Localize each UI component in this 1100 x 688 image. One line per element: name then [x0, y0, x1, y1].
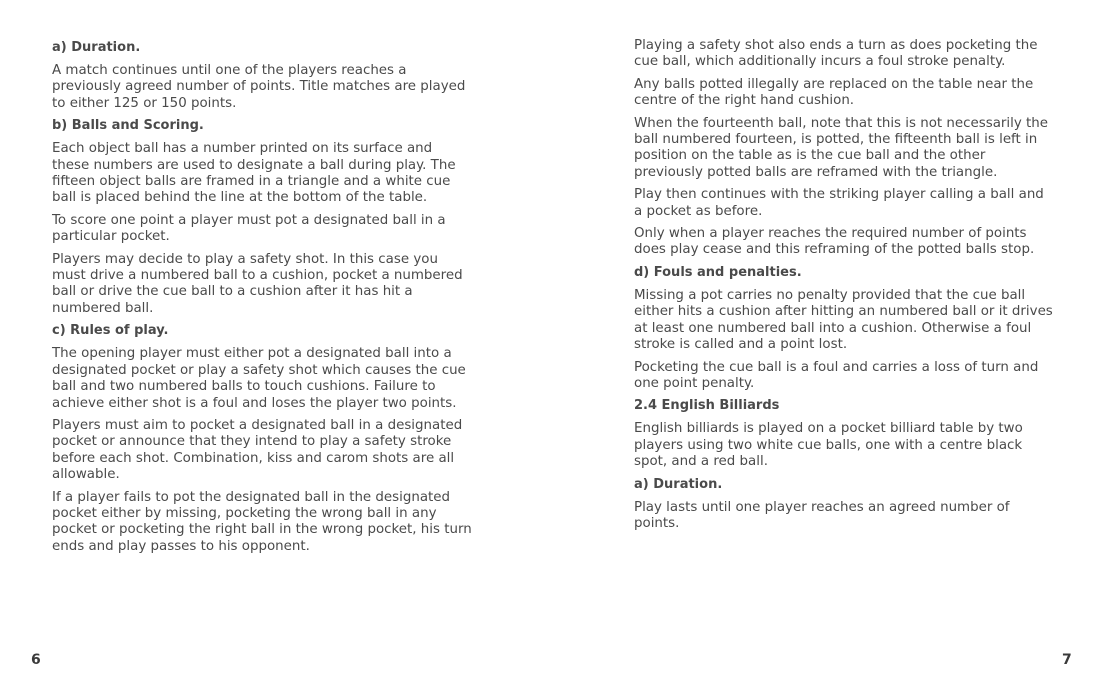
- left-column: [52, 38, 472, 561]
- paragraph: Any balls potted illegally are replaced on the table near the centre of the right hand cushion.: [634, 76, 1034, 109]
- paragraph: Play lasts until one player reaches an agreed number of points.: [634, 499, 1010, 531]
- paragraph: Each object ball has a number printed on its surface and these numbers are used to designate a ball during play. The fifteen object balls are framed in a triangle and a white cue ball is placed behind the line at the bottom of the table.: [52, 141, 456, 206]
- right-column: [634, 38, 1054, 538]
- section-heading-duration: a) Duration.: [634, 476, 723, 492]
- section-heading-rules-of-play: c) Rules of play.: [52, 323, 169, 339]
- paragraph: Only when a player reaches the required number of points does play cease and this reframing of the potted balls stop.: [634, 226, 1035, 258]
- page-number: 6: [31, 652, 41, 668]
- paragraph: Players must aim to pocket a designated ball in a designated pocket or announce that they intend to play a safety stroke before each shot. Combination, kiss and carom shots are all allowable.: [52, 417, 463, 483]
- right-page: [550, 0, 1100, 688]
- paragraph: If a player fails to pot the designated ball in the designated pocket either by missing, pocketing the wrong ball in any pocket or pocketing the right ball in the wrong pocket, his turn ends and play passes to his opponent.: [52, 489, 472, 554]
- section-heading-english-billiards: 2.4 English Billiards: [634, 398, 780, 414]
- paragraph: Pocketing the cue ball is a foul and carries a loss of turn and one point penalty.: [634, 359, 1039, 391]
- paragraph: The opening player must either pot a designated ball into a designated pocket or play a safety shot which causes the cue ball and two numbered balls to touch cushions. Failure to achieve either shot is a foul and loses the player two points.: [52, 346, 466, 411]
- paragraph: To score one point a player must pot a designated ball in a particular pocket.: [52, 212, 446, 245]
- paragraph: Players may decide to play a safety shot. In this case you must drive a numbered ball to a cushion, pocket a numbered ball or drive the cue ball to a cushion after it has hit a numbered ball.: [52, 251, 463, 316]
- paragraph: When the fourteenth ball, note that this is not necessarily the ball numbered fourteen, is potted, the fifteenth ball is left in position on the table as is the cue ball and the other previously potted balls are reframed with the triangle.: [634, 115, 1048, 180]
- section-heading-fouls-penalties: d) Fouls and penalties.: [634, 264, 802, 280]
- paragraph: Playing a safety shot also ends a turn as does pocketing the cue ball, which additionally incurs a foul stroke penalty.: [634, 38, 1038, 70]
- section-heading-balls-scoring: b) Balls and Scoring.: [52, 118, 204, 134]
- paragraph: A match continues until one of the players reaches a previously agreed number of points. Title matches are played to either 125 or 150 points.: [52, 63, 466, 111]
- page-number: 7: [1062, 652, 1072, 668]
- paragraph: English billiards is played on a pocket billiard table by two players using two white cue balls, one with a centre black spot, and a red ball.: [634, 421, 1023, 470]
- paragraph: Missing a pot carries no penalty provided that the cue ball either hits a cushion after hitting an numbered ball or it drives at least one numbered ball into a cushion. Otherwise a foul stroke is called and a point lost.: [634, 287, 1053, 353]
- section-heading-duration: a) Duration.: [52, 40, 141, 55]
- paragraph: Play then continues with the striking player calling a ball and a pocket as before.: [634, 187, 1044, 219]
